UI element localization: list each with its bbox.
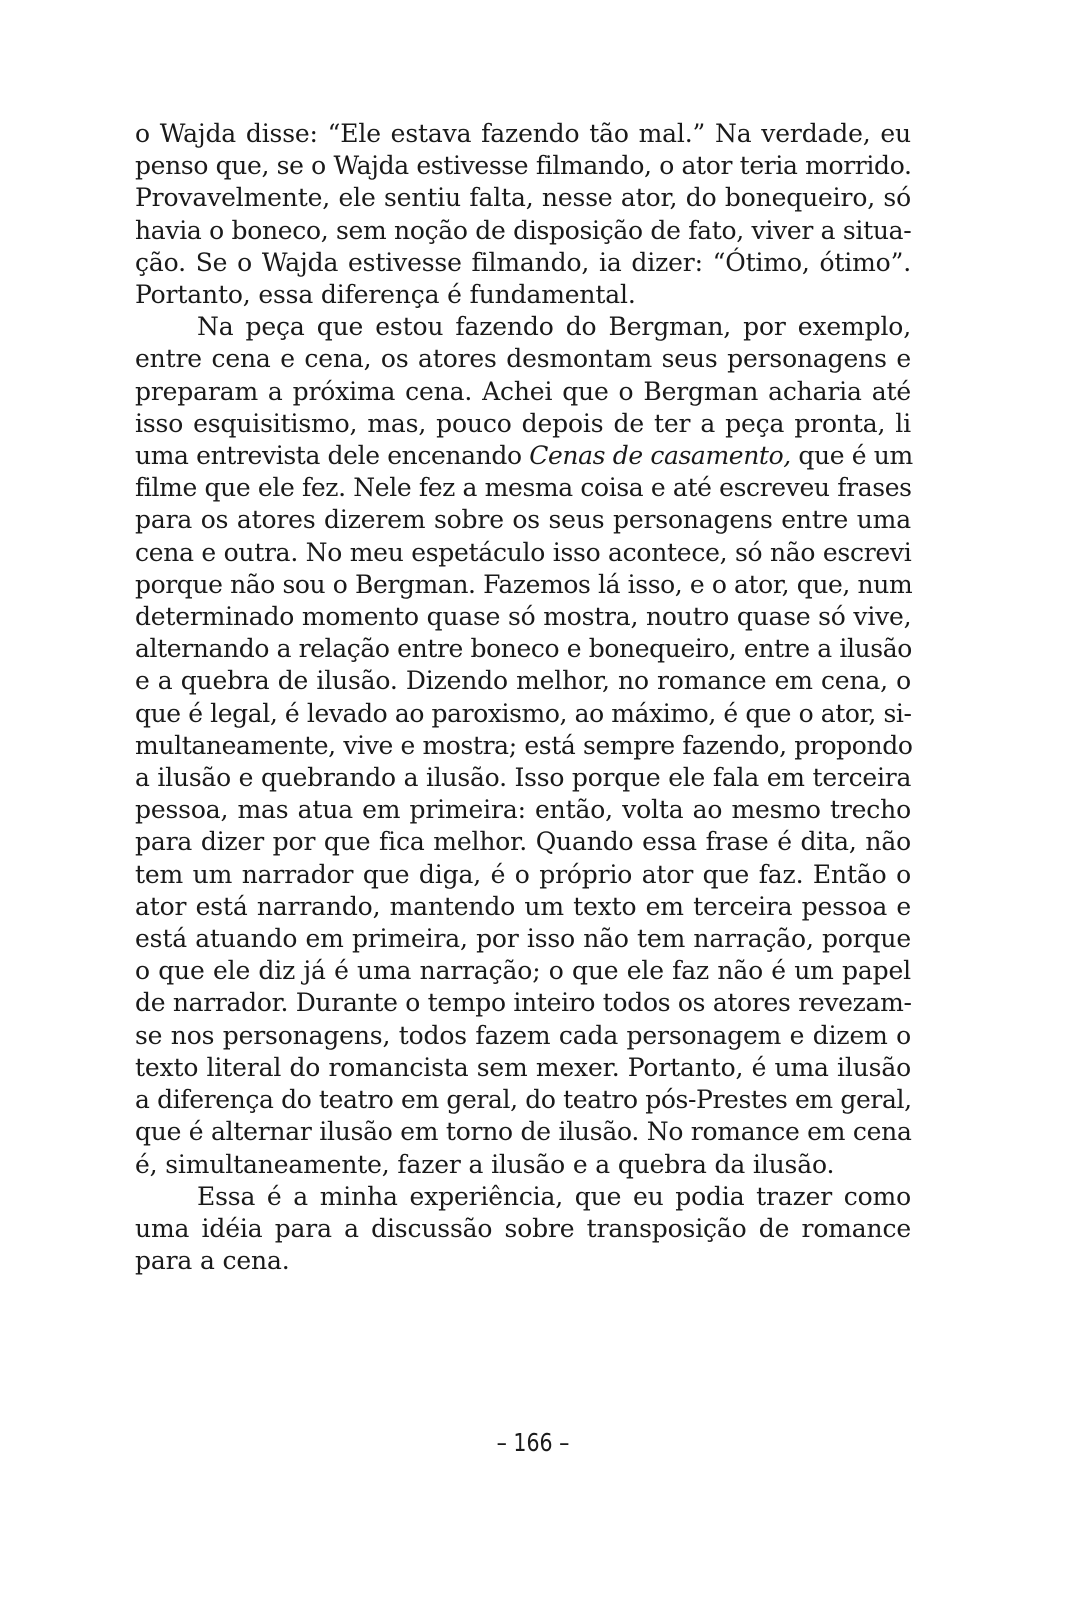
body-text bbox=[135, 118, 911, 1277]
text-line: de narrador. Durante o tempo inteiro todos os atores revezam- bbox=[135, 988, 912, 1018]
text-line: filme que ele fez. Nele fez a mesma coisa e até escreveu frases bbox=[135, 473, 912, 503]
text-line: a diferença do teatro em geral, do teatro pós-Prestes em geral, bbox=[135, 1085, 912, 1115]
text-line: uma idéia para a discussão sobre transposição de romance bbox=[135, 1213, 911, 1243]
text-line: determinado momento quase só mostra, noutro quase só vive, bbox=[135, 602, 912, 632]
text-line: cena e outra. No meu espetáculo isso acontece, só não escrevi bbox=[135, 537, 912, 567]
text-line: para os atores dizerem sobre os seus personagens entre uma bbox=[135, 505, 911, 535]
text-line: entre cena e cena, os atores desmontam seus personagens e bbox=[135, 344, 911, 374]
text-line: ção. Se o Wajda estivesse filmando, ia dizer: “Ótimo, ótimo”. bbox=[135, 247, 911, 277]
text-line: o Wajda disse: “Ele estava fazendo tão mal.” Na verdade, eu bbox=[135, 119, 911, 148]
text-line: penso que, se o Wajda estivesse filmando, o ator teria morrido. bbox=[135, 151, 912, 181]
text-line: para dizer por que fica melhor. Quando essa frase é dita, não bbox=[135, 827, 911, 857]
text-segment: que é um bbox=[790, 441, 913, 471]
text-line: para a cena. bbox=[135, 1246, 290, 1276]
text-line: que é legal, é levado ao paroxismo, ao máximo, é que o ator, si- bbox=[135, 698, 912, 728]
text-line: o que ele diz já é uma narração; o que ele faz não é um papel bbox=[135, 956, 911, 986]
text-line: ator está narrando, mantendo um texto em terceira pessoa e bbox=[135, 891, 911, 921]
text-line: Provavelmente, ele sentiu falta, nesse ator, do bonequeiro, só bbox=[135, 183, 911, 213]
text-line: se nos personagens, todos fazem cada personagem e dizem o bbox=[135, 1020, 911, 1050]
text-line: Na peça que estou fazendo do Bergman, por exemplo, bbox=[197, 312, 911, 342]
text-line: pessoa, mas atua em primeira: então, volta ao mesmo trecho bbox=[135, 795, 911, 825]
italic-title: Cenas de casamento, bbox=[529, 441, 791, 471]
text-line: alternando a relação entre boneco e bonequeiro, entre a ilusão bbox=[135, 634, 912, 664]
text-segment: uma entrevista dele encenando bbox=[135, 441, 530, 471]
text-line: preparam a próxima cena. Achei que o Bergman acharia até bbox=[135, 376, 911, 406]
text-line: que é alternar ilusão em torno de ilusão. No romance em cena bbox=[135, 1117, 912, 1147]
text-line bbox=[135, 440, 911, 472]
text-line: porque não sou o Bergman. Fazemos lá isso, e o ator, que, num bbox=[135, 569, 913, 599]
text-line: havia o boneco, sem noção de disposição de fato, viver a situa- bbox=[135, 215, 912, 245]
text-line: Essa é a minha experiência, que eu podia trazer como bbox=[197, 1181, 911, 1211]
text-line: está atuando em primeira, por isso não tem narração, porque bbox=[135, 924, 911, 954]
text-line: tem um narrador que diga, é o próprio ator que faz. Então o bbox=[135, 859, 911, 889]
text-line: é, simultaneamente, fazer a ilusão e a quebra da ilusão. bbox=[135, 1149, 835, 1179]
text-line: multaneamente, vive e mostra; está sempre fazendo, propondo bbox=[135, 730, 913, 760]
text-line: e a quebra de ilusão. Dizendo melhor, no romance em cena, o bbox=[135, 666, 911, 696]
text-line: isso esquisitismo, mas, pouco depois de ter a peça pronta, li bbox=[135, 408, 911, 438]
text-line: a ilusão e quebrando a ilusão. Isso porque ele fala em terceira bbox=[135, 763, 912, 793]
text-line: Portanto, essa diferença é fundamental. bbox=[135, 280, 636, 310]
page-number: – 166 – bbox=[496, 1428, 570, 1457]
text-line: texto literal do romancista sem mexer. Portanto, é uma ilusão bbox=[135, 1052, 911, 1082]
